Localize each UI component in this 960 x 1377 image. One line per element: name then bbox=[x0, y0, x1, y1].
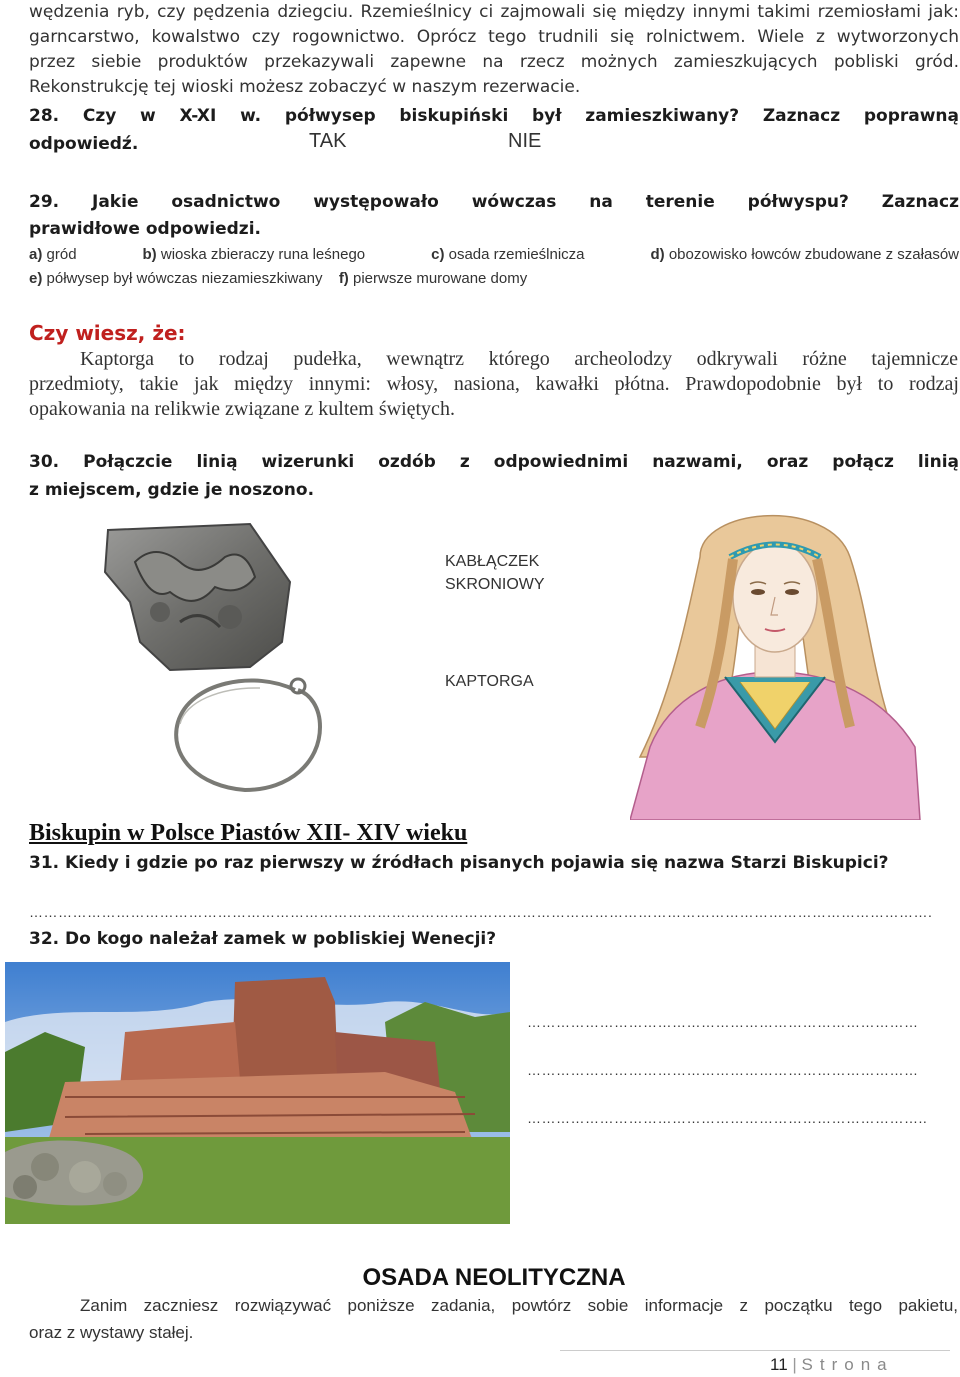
question-32-answer-line-3[interactable]: ……………………………………………………………………….. bbox=[527, 1110, 928, 1126]
page-footer bbox=[770, 1355, 894, 1375]
page-label: Strona bbox=[801, 1355, 894, 1374]
osada-intro-line-2: oraz z wystawy stałej. bbox=[29, 1323, 194, 1342]
did-you-know-heading: Czy wiesz, że: bbox=[29, 321, 186, 345]
footer-divider bbox=[560, 1350, 950, 1351]
question-29-text: 29. Jakie osadnictwo występowało wówczas na terenie półwyspu? Zaznacz bbox=[29, 192, 959, 212]
name-kablaczek-line-1[interactable]: KABŁĄCZEK bbox=[445, 553, 540, 570]
question-30-text: 30. Połączcie linią wizerunki ozdób z odpowiednimi nazwami, oraz połącz linią bbox=[29, 452, 959, 472]
option-e[interactable]: e) półwysep był wówczas niezamieszkiwany bbox=[29, 270, 323, 287]
woman-illustration[interactable] bbox=[630, 497, 930, 820]
castle-ruins-photo[interactable] bbox=[5, 962, 510, 1224]
did-you-know-line-3: opakowania na relikwie związane z kultem świętych. bbox=[29, 398, 455, 420]
question-32-answer-line-2[interactable]: ……………………………………………………………………… bbox=[527, 1062, 919, 1078]
question-28-text-cont: odpowiedź. bbox=[29, 134, 139, 154]
option-b[interactable]: b) wioska zbieraczy runa leśnego bbox=[142, 246, 366, 263]
did-you-know-line-1: Kaptorga to rodzaj pudełka, wewnątrz którego archeolodzy odkrywali różne tajemnicze bbox=[80, 348, 958, 370]
question-28-text: 28. Czy w X-XI w. półwysep biskupiński był zamieszkiwany? Zaznacz poprawną bbox=[29, 106, 959, 126]
option-d[interactable]: d) obozowisko łowców zbudowane z szałasów bbox=[650, 246, 959, 263]
intro-line-3: przez siebie produktów przekazywali zapewne na rzecz możnych zamieszkujących pobliski gród. bbox=[29, 52, 959, 72]
question-29-options-row-2 bbox=[29, 270, 527, 287]
footer-separator: | bbox=[792, 1355, 797, 1374]
section-title: Biskupin w Polsce Piastów XII- XIV wieku bbox=[29, 820, 468, 846]
question-29-options-row-1 bbox=[29, 246, 959, 263]
name-kablaczek-line-2[interactable]: SKRONIOWY bbox=[445, 576, 545, 593]
answer-option-nie[interactable]: NIE bbox=[508, 130, 542, 152]
did-you-know-line-2: przedmioty, takie jak między innymi: włosy, nasiona, kawałki płótna. Prawdopodobnie był to rodzaj bbox=[29, 373, 959, 395]
answer-option-tak[interactable]: TAK bbox=[309, 130, 347, 152]
name-kaptorga[interactable]: KAPTORGA bbox=[445, 673, 534, 690]
option-f[interactable]: f) pierwsze murowane domy bbox=[338, 270, 528, 287]
question-32-answer-line-1[interactable]: ……………………………………………………………………… bbox=[527, 1014, 919, 1030]
question-31-text: 31. Kiedy i gdzie po raz pierwszy w źródłach pisanych pojawia się nazwa Starzi Biskupici? bbox=[29, 853, 889, 873]
intro-line-1: wędzenia ryb, czy pędzenia dziegciu. Rzemieślnicy ci zajmowali się między innymi takimi rzemiosłami jak: bbox=[29, 2, 959, 22]
option-c[interactable]: c) osada rzemieślnicza bbox=[431, 246, 585, 263]
page-number: 11 bbox=[770, 1355, 788, 1374]
question-30-text-cont: z miejscem, gdzie je noszono. bbox=[29, 480, 315, 500]
intro-line-4: Rekonstrukcję tej wioski możesz zobaczyć w naszym rezerwacie. bbox=[29, 77, 581, 97]
question-29-text-cont: prawidłowe odpowiedzi. bbox=[29, 219, 261, 239]
osada-title: OSADA NEOLITYCZNA bbox=[362, 1264, 626, 1291]
option-a[interactable]: a) gród bbox=[29, 246, 77, 263]
temple-ring-photo[interactable] bbox=[160, 672, 330, 797]
kaptorga-photo[interactable] bbox=[100, 522, 300, 672]
intro-line-2: garncarstwo, kowalstwo czy rogownictwo. Oprócz tego trudnili się rolnictwem. Wiele z wytworzonych bbox=[29, 27, 959, 47]
question-31-answer-line[interactable]: ……………………………………………………………………………………………………………………………………………………………………. bbox=[29, 904, 933, 920]
question-32-text: 32. Do kogo należał zamek w pobliskiej Wenecji? bbox=[29, 929, 497, 949]
osada-intro-line-1: Zanim zaczniesz rozwiązywać poniższe zadania, powtórz sobie informacje z początku tego pakietu, bbox=[80, 1296, 958, 1315]
